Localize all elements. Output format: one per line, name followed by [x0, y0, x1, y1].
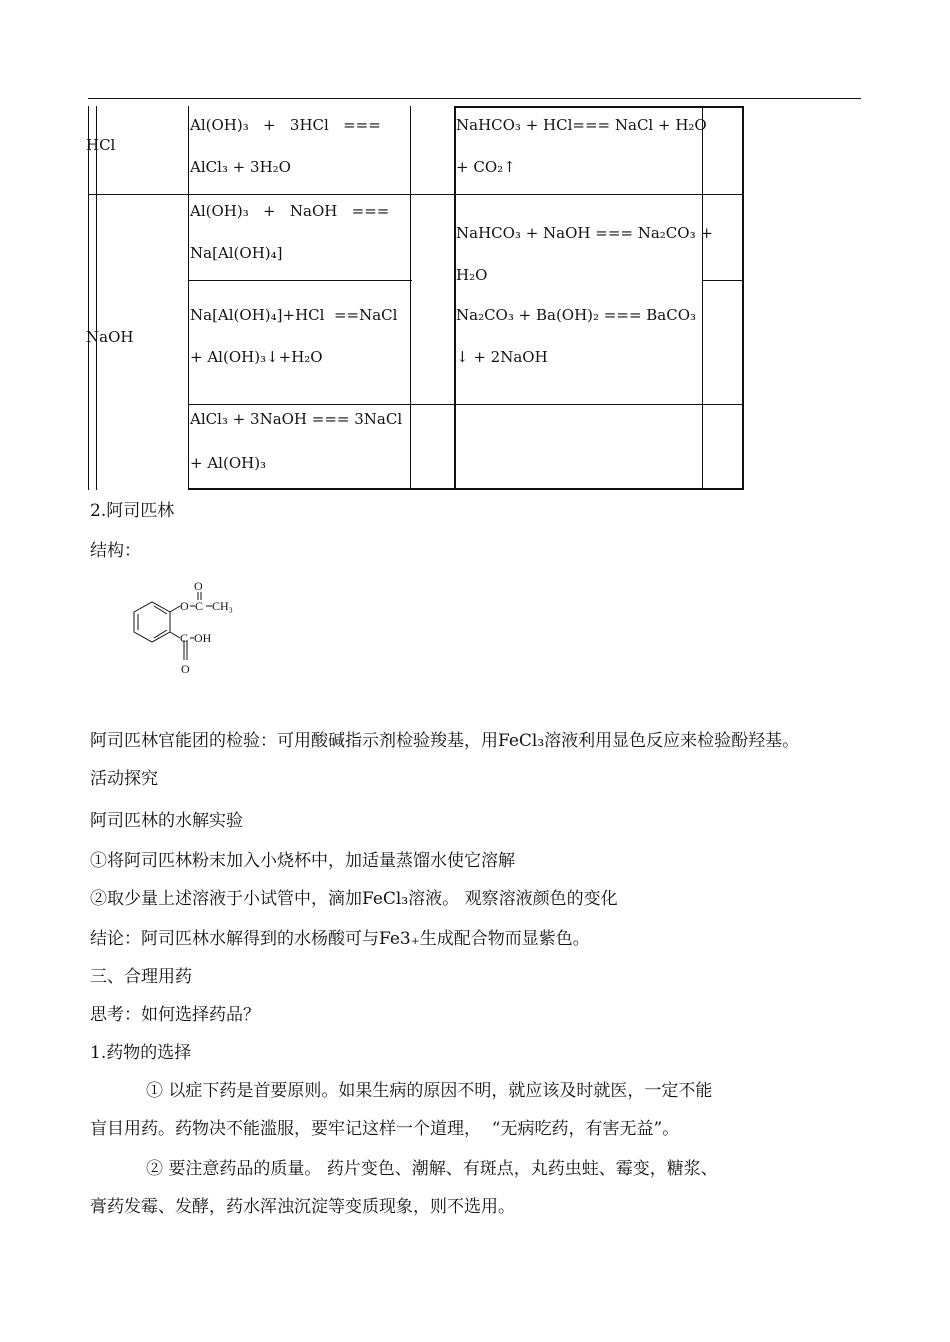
al-naoh2-line1: Na[Al(OH)₄]+HCl ==NaCl [190, 306, 398, 324]
detection-text: 阿司匹林官能团的检验：可用酸碱指示剂检验羧基，用FeCl₃溶液利用显色反应来检验酚羟基。 [90, 731, 800, 751]
step-1: ①将阿司匹林粉末加入小烧杯中，加适量蒸馏水使它溶解 [90, 851, 515, 871]
al-naoh-line1: Al(OH)₃ + NaOH === [190, 202, 390, 220]
paragraph-2-line-2: 膏药发霉、发酵，药水浑浊沉淀等变质现象，则不选用。 [90, 1197, 515, 1217]
structure-label: 结构： [90, 541, 141, 561]
section-3-heading: 三、合理用药 [90, 967, 192, 987]
svg-text:C: C [195, 599, 204, 613]
al-naoh3-line1: AlCl₃ + 3NaOH === 3NaCl [190, 410, 403, 428]
row-naoh-label: NaOH [86, 328, 134, 346]
aspirin-structure-diagram [112, 580, 262, 680]
al-hcl-line1: Al(OH)₃ + 3HCl === [190, 116, 381, 134]
paragraph-1-line-1: ① 以症下药是首要原则。如果生病的原因不明，就应该及时就医，一定不能 [146, 1081, 713, 1101]
svg-text:O: O [181, 662, 190, 676]
svg-text:OH: OH [194, 631, 212, 645]
paragraph-1-line-2: 盲目用药。药物决不能滥服，要牢记这样一个道理， “无病吃药，有害无益”。 [90, 1119, 680, 1139]
row-hcl-label: HCl [86, 136, 116, 154]
al-naoh2-line2: + Al(OH)₃↓+H₂O [190, 348, 323, 366]
step-2: ②取少量上述溶液于小试管中，滴加FeCl₃溶液。 观察溶液颜色的变化 [90, 889, 618, 909]
header-rule [88, 98, 861, 99]
na-hcl-line2: + CO₂↑ [456, 158, 516, 176]
activity-heading: 活动探究 [90, 769, 158, 789]
thinking-question: 思考：如何选择药品？ [90, 1005, 260, 1025]
na-naoh-line2: H₂O [456, 266, 488, 284]
na-naoh-line1: NaHCO₃ + NaOH === Na₂CO₃ + [456, 224, 713, 242]
paragraph-2-line-1: ② 要注意药品的质量。 药片变色、潮解、有斑点，丸药虫蛀、霉变，糖浆、 [146, 1159, 718, 1179]
svg-text:O: O [194, 580, 203, 593]
al-naoh3-line2: + Al(OH)₃ [190, 454, 267, 472]
svg-text:C: C [180, 631, 189, 645]
na-naoh2-line2: ↓ + 2NaOH [456, 348, 548, 366]
experiment-title: 阿司匹林的水解实验 [90, 811, 243, 831]
al-hcl-line2: AlCl₃ + 3H₂O [190, 158, 291, 176]
svg-text:O: O [180, 599, 189, 613]
conclusion: 结论：阿司匹林水解得到的水杨酸可与Fe3₊生成配合物而显紫色。 [90, 929, 590, 949]
aspirin-structure [112, 580, 262, 684]
heading-choice: 1.药物的选择 [90, 1043, 192, 1063]
heading-aspirin: 2.阿司匹林 [90, 501, 175, 521]
svg-text:CH₃: CH₃ [212, 599, 233, 613]
al-naoh-line2: Na[Al(OH)₄] [190, 244, 283, 262]
na-naoh2-line1: Na₂CO₃ + Ba(OH)₂ === BaCO₃ [456, 306, 697, 324]
na-hcl-line1: NaHCO₃ + HCl=== NaCl + H₂O [456, 116, 707, 134]
